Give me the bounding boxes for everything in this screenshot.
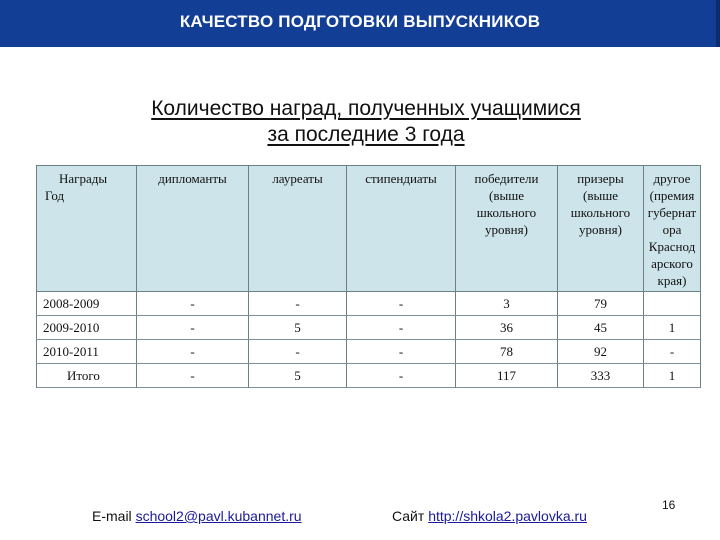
header-title: КАЧЕСТВО ПОДГОТОВКИ ВЫПУСКНИКОВ <box>179 12 541 31</box>
row-year: 2010-2011 <box>37 340 137 364</box>
column-header-line: арского <box>651 256 693 271</box>
table-cell: - <box>137 316 249 340</box>
column-header-line: (премия <box>649 188 695 203</box>
column-header-line: (выше <box>583 188 618 203</box>
table-cell: - <box>347 340 456 364</box>
table-cell: - <box>644 340 701 364</box>
column-header-line: уровня) <box>485 222 528 237</box>
column-header-line: школьного <box>476 205 537 220</box>
table-cell: 1 <box>644 316 701 340</box>
table-cell <box>644 292 701 316</box>
footer-site <box>392 508 587 524</box>
row-total-label: Итого <box>37 364 137 388</box>
table-cell: 92 <box>558 340 644 364</box>
table-cell: 79 <box>558 292 644 316</box>
column-header <box>249 166 347 292</box>
column-header-line: уровня) <box>579 222 622 237</box>
site-label: Сайт <box>392 508 429 524</box>
table-cell: - <box>137 340 249 364</box>
column-header <box>456 166 558 292</box>
header-bar <box>0 0 720 47</box>
table-cell: 78 <box>456 340 558 364</box>
page-number: 16 <box>662 498 676 512</box>
table-cell: 333 <box>558 364 644 388</box>
table-row-total <box>37 364 701 388</box>
column-header-line: другое <box>653 171 691 186</box>
column-header <box>644 166 701 292</box>
slide-subtitle <box>0 96 720 148</box>
table-cell: 5 <box>249 316 347 340</box>
column-header-line: стипендиаты <box>365 171 437 186</box>
column-header-line: Краснод <box>648 239 696 254</box>
corner-year-label: Год <box>45 188 65 203</box>
column-header-line: ора <box>662 222 682 237</box>
row-year: 2009-2010 <box>37 316 137 340</box>
table-cell: 1 <box>644 364 701 388</box>
column-header-line: школьного <box>570 205 631 220</box>
column-header-line: дипломанты <box>158 171 227 186</box>
column-header <box>347 166 456 292</box>
table-cell: - <box>347 316 456 340</box>
table-cell: - <box>347 292 456 316</box>
email-link[interactable]: school2@pavl.kubannet.ru <box>135 508 302 524</box>
table-cell: - <box>249 340 347 364</box>
table-cell: 117 <box>456 364 558 388</box>
table-header-row <box>37 166 701 292</box>
table-row <box>37 316 701 340</box>
table-row <box>37 340 701 364</box>
header-bar-edge <box>716 0 720 47</box>
awards-table <box>36 165 701 388</box>
table-cell: 36 <box>456 316 558 340</box>
footer-email <box>92 508 302 524</box>
column-header-line: победители <box>474 171 539 186</box>
email-label: E-mail <box>92 508 136 524</box>
column-header-line: призеры <box>577 171 624 186</box>
column-header-line: края) <box>657 273 687 288</box>
column-header <box>558 166 644 292</box>
table-cell: - <box>137 364 249 388</box>
column-header-line: лауреаты <box>272 171 323 186</box>
table-cell: 3 <box>456 292 558 316</box>
site-link[interactable]: http://shkola2.pavlovka.ru <box>428 508 587 524</box>
column-header-line: губернат <box>647 205 697 220</box>
table-row <box>37 292 701 316</box>
row-year: 2008-2009 <box>37 292 137 316</box>
corner-awards-label: Награды <box>59 171 108 186</box>
table-cell: - <box>137 292 249 316</box>
table-cell: 45 <box>558 316 644 340</box>
header-corner <box>37 166 137 292</box>
table-cell: 5 <box>249 364 347 388</box>
subtitle-line-1: Количество наград, полученных учащимися <box>151 97 581 120</box>
subtitle-line-2: за последние 3 года <box>267 123 465 146</box>
table-cell: - <box>249 292 347 316</box>
table-cell: - <box>347 364 456 388</box>
column-header <box>137 166 249 292</box>
column-header-line: (выше <box>489 188 524 203</box>
